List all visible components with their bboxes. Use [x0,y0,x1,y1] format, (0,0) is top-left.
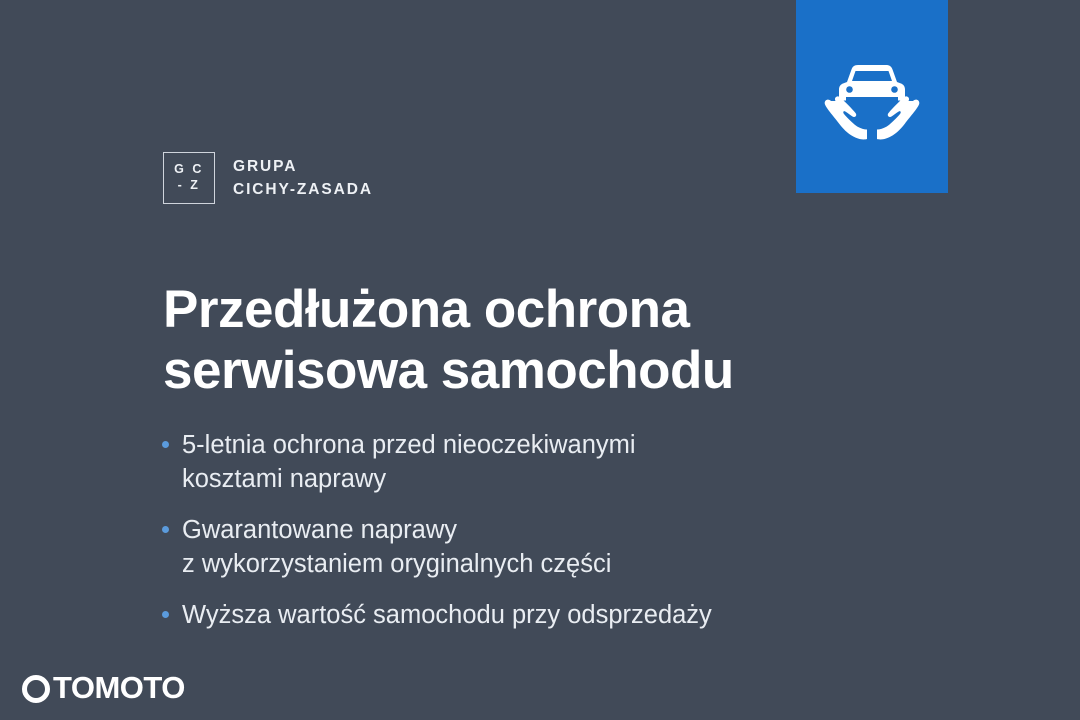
list-item-line-1: Wyższa wartość samochodu przy odsprzedaży [182,600,712,629]
otomoto-logo [22,670,185,706]
bullet-dot-icon [162,611,169,618]
car-in-hands-icon [817,44,927,149]
bullet-dot-icon [162,526,169,533]
brand-name-line-1: GRUPA [233,157,298,175]
list-item-line-1: 5-letnia ochrona przed nieoczekiwanymi [182,431,636,459]
brand-lockup [163,152,373,204]
headline-line-2: serwisowa samochodu [163,340,734,400]
list-item-line-2: kosztami naprawy [182,465,387,494]
page-title [163,280,953,402]
bullet-dot-icon [162,441,169,448]
brand-name-line-2: CICHY-ZASADA [233,181,373,198]
list-item-line-1: Gwarantowane naprawy [182,515,457,544]
brand-monogram-line-1: G C [174,162,204,177]
otomoto-o-icon [22,675,50,703]
headline-line-1: Przedłużona ochrona [163,280,690,339]
service-protection-badge [796,0,948,193]
list-item [160,513,960,582]
brand-name [233,155,373,202]
list-item [160,428,960,497]
list-item-line-2: z wykorzystaniem oryginalnych części [182,550,612,579]
brand-monogram-line-2: - Z [177,178,201,192]
benefits-list [160,428,960,648]
otomoto-logo-text: TOMOTO [53,670,185,705]
list-item [160,598,960,632]
brand-monogram [163,152,215,204]
